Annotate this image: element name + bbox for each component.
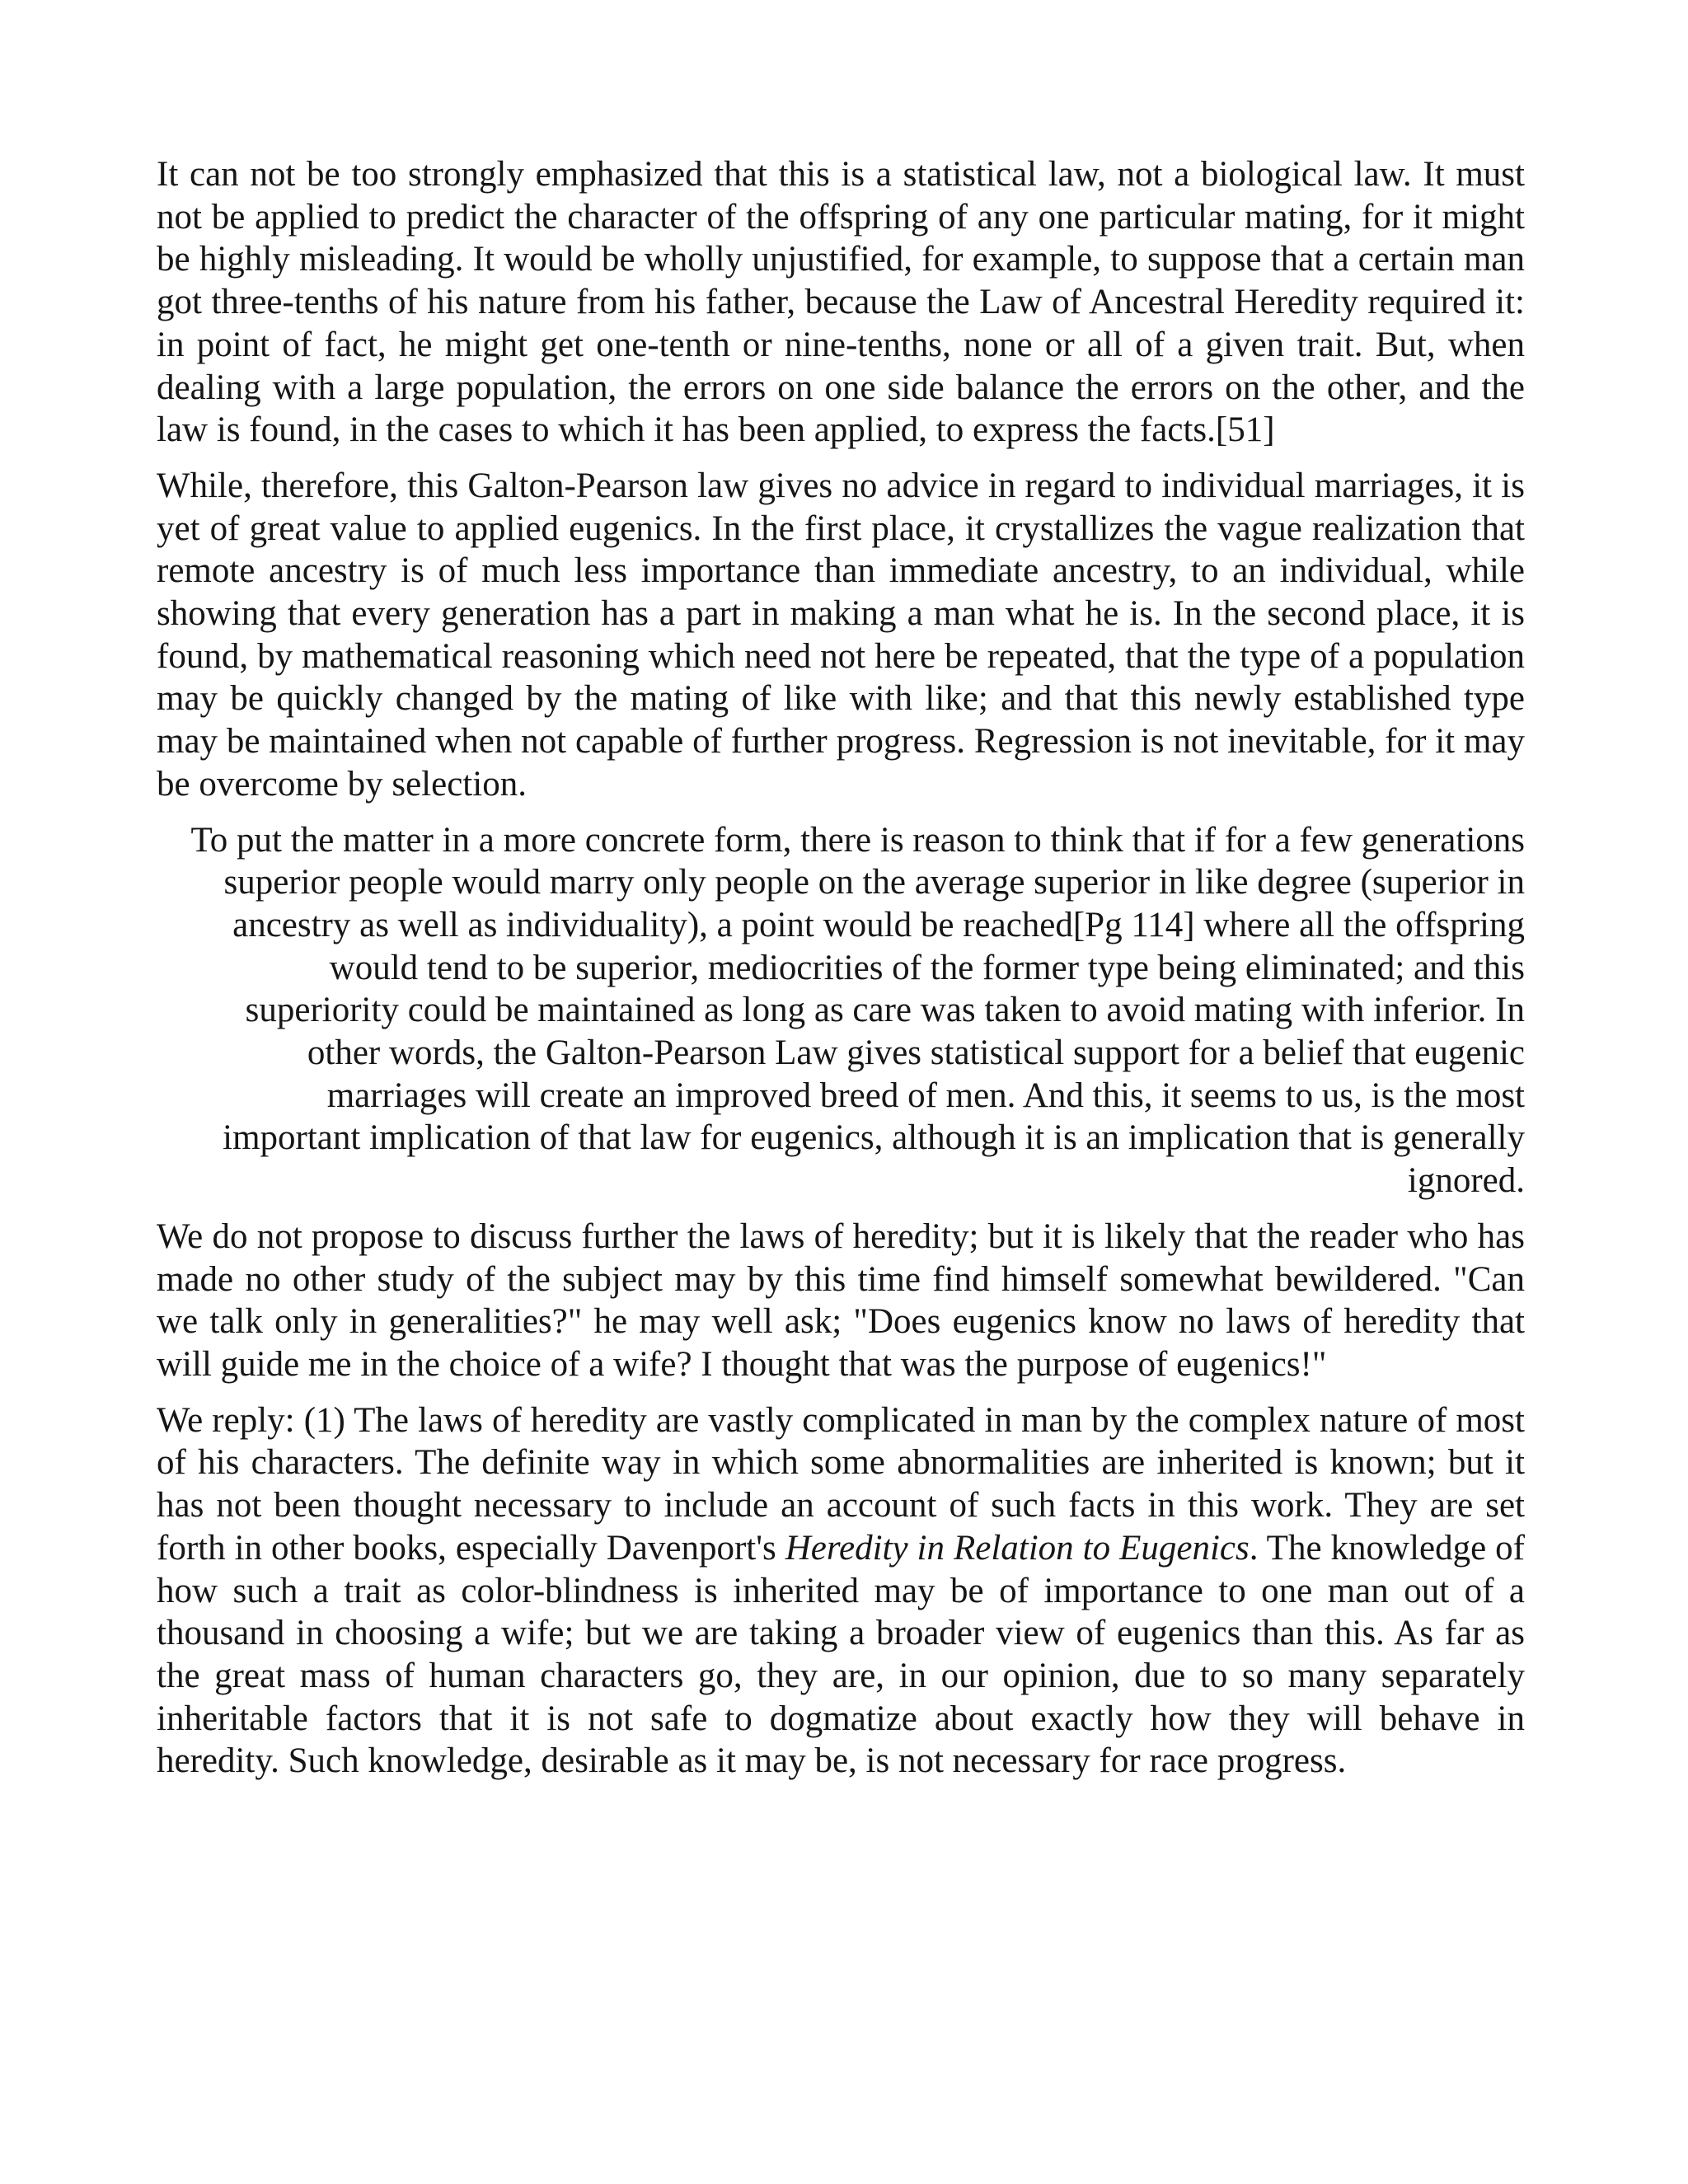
paragraph-galton-pearson-value: While, therefore, this Galton-Pearson law gives no advice in regard to individual marriages, it is yet of great value to applied eugenics. In the first place, it crystallizes the vague realization that remote ancestry is of much less importance than immediate ancestry, to an individual, while showing that every generation has a part in making a man what he is. In the second place, it is found, by mathematical reasoning which need not here be repeated, that the type of a population may be quickly changed by the mating of like with like; and that this newly established type may be maintained when not capable of further progress. Regression is not inevitable, for it may be overcome by selection. — [157, 466, 1525, 804]
book-title-heredity-in-relation-to-eugenics: Heredity in Relation to Eugenics — [785, 1528, 1250, 1568]
paragraph-laws-of-heredity-question: We do not propose to discuss further the laws of heredity; but it is likely that the reader who has made no other study of the subject may by this time find himself somewhat bewildered. "Can we talk only in generalities?" he may well ask; "Does eugenics know no laws of heredity that will guide me in the choice of a wife? I thought that was the purpose of eugenics!" — [157, 1216, 1525, 1384]
document-page — [157, 153, 1525, 1796]
paragraph-statistical-law: It can not be too strongly emphasized that this is a statistical law, not a biological law. It must not be applied to predict the character of the offspring of any one particular mating, for it might be highly misleading. It would be wholly unjustified, for example, to suppose that a certain man got three-tenths of his nature from his father, because the Law of Ancestral Heredity required it: in point of fact, he might get one-tenth or nine-tenths, none or all of a given trait. But, when dealing with a large population, the errors on one side balance the errors on the other, and the law is found, in the cases to which it has been applied, to express the facts.[51] — [157, 155, 1525, 450]
we-reply-text-before: We reply: (1) The laws of heredity are vastly complicated in man by the complex nature of most of his characters. The definite way in which some abnormalities are inherited is known; but it has not been thought necessary to include an account of such facts in this work. They are set forth in other books, especially Davenport's — [157, 1400, 1525, 1568]
we-reply-text-after: . The knowledge of how such a trait as color-blindness is inherited may be of importance to one man out of a thousand in choosing a wife; but we are taking a broader view of eugenics than this. As far as the great mass of human characters go, they are, in our opinion, due to so many separately inheritable factors that it is not safe to dogmatize about exactly how they will behave in heredity. Such knowledge, desirable as it may be, is not necessary for race progress. — [157, 1528, 1526, 1781]
paragraph-concrete-form: To put the matter in a more concrete form, there is reason to think that if for a few generations superior people would marry only people on the average superior in like degree (superior in ancestry as well as individuality), a point would be reached[Pg 114] where all the offspring would tend to be superior, mediocrities of the former type being eliminated; and this superiority could be maintained as long as care was taken to avoid mating with inferior. In other words, the Galton-Pearson Law gives statistical support for a belief that eugenic marriages will create an improved breed of men. And this, it seems to us, is the most important implication of that law for eugenics, although it is an implication that is generally ignored. — [190, 820, 1525, 1201]
paragraph-we-reply — [157, 1399, 1525, 1783]
